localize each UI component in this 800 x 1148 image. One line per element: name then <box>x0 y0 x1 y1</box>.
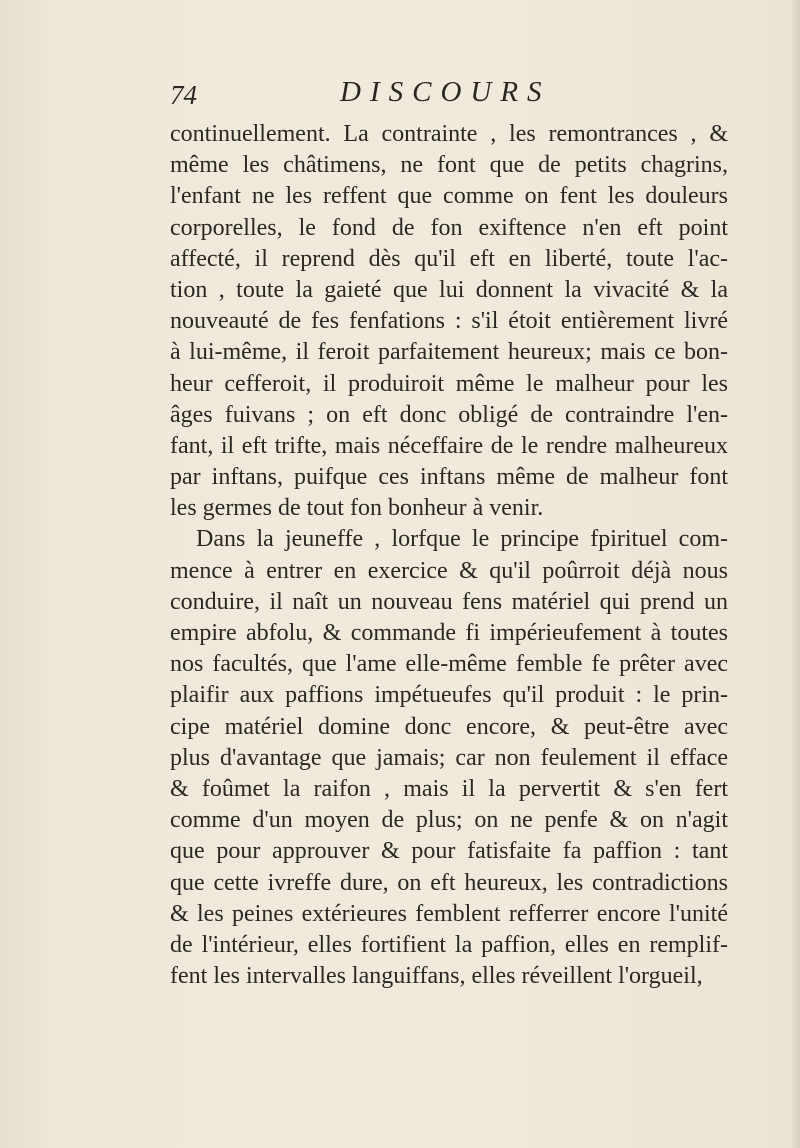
text-line: mence à entrer en exercice & qu'il poûrroit déjà nous <box>170 557 728 584</box>
running-head <box>170 76 730 116</box>
text-line: tion , toute la gaieté que lui donnent la vivacité & la <box>170 276 728 303</box>
text-line: l'enfant ne les reffent que comme on fent les douleurs <box>170 183 728 210</box>
text-line: nos facultés, que l'ame elle-même femble fe prêter avec <box>170 651 728 678</box>
text-line: comme d'un moyen de plus; on ne penfe & on n'agit <box>170 807 728 834</box>
text-line: & foûmet la raifon , mais il la pervertit & s'en fert <box>170 775 728 802</box>
text-line: nouveauté de fes fenfations : s'il étoit entièrement livré <box>170 308 728 335</box>
text-line: cipe matériel domine donc encore, & peut-être avec <box>170 713 728 740</box>
running-title: DISCOURS <box>340 76 551 108</box>
text-line: & les peines extérieures femblent refferrer encore l'unité <box>170 900 728 927</box>
text-line: empire abfolu, & commande fi impérieufement à toutes <box>170 620 728 646</box>
text-line: continuellement. La contrainte , les remontrances , & <box>170 121 728 147</box>
text-line: fent les intervalles languiffans, elles réveillent l'orgueil, <box>170 963 703 990</box>
text-line: Dans la jeuneffe , lorfque le principe fpirituel com- <box>196 526 728 553</box>
text-line: fant, il eft trifte, mais néceffaire de le rendre malheureux <box>170 432 728 459</box>
text-line: corporelles, le fond de fon exiftence n'en eft point <box>170 214 728 241</box>
text-line: plus d'avantage que jamais; car non feulement il efface <box>170 744 728 771</box>
text-line: les germes de tout fon bonheur à venir. <box>170 495 544 522</box>
page-edge-shadow <box>790 0 800 1148</box>
text-line: par inftans, puifque ces inftans même de malheur font <box>170 464 728 491</box>
page-number: 74 <box>170 80 197 110</box>
text-line: à lui-même, il feroit parfaitement heureux; mais ce bon- <box>170 339 728 366</box>
text-line: affecté, il reprend dès qu'il eft en liberté, toute l'ac- <box>170 245 728 272</box>
text-line: que pour approuver & pour fatisfaite fa paffion : tant <box>170 838 728 865</box>
body-text <box>170 119 728 992</box>
text-line: heur cefferoit, il produiroit même le malheur pour les <box>170 370 728 397</box>
text-line: de l'intérieur, elles fortifient la paffion, elles en remplif- <box>170 931 728 958</box>
text-line: que cette ivreffe dure, on eft heureux, les contradictions <box>170 869 728 896</box>
text-line: âges fuivans ; on eft donc obligé de contraindre l'en- <box>170 401 728 428</box>
text-line: même les châtimens, ne font que de petits chagrins, <box>170 152 728 179</box>
text-line: plaifir aux paffions impétueufes qu'il produit : le prin- <box>170 682 728 709</box>
text-line: conduire, il naît un nouveau fens matériel qui prend un <box>170 588 728 615</box>
